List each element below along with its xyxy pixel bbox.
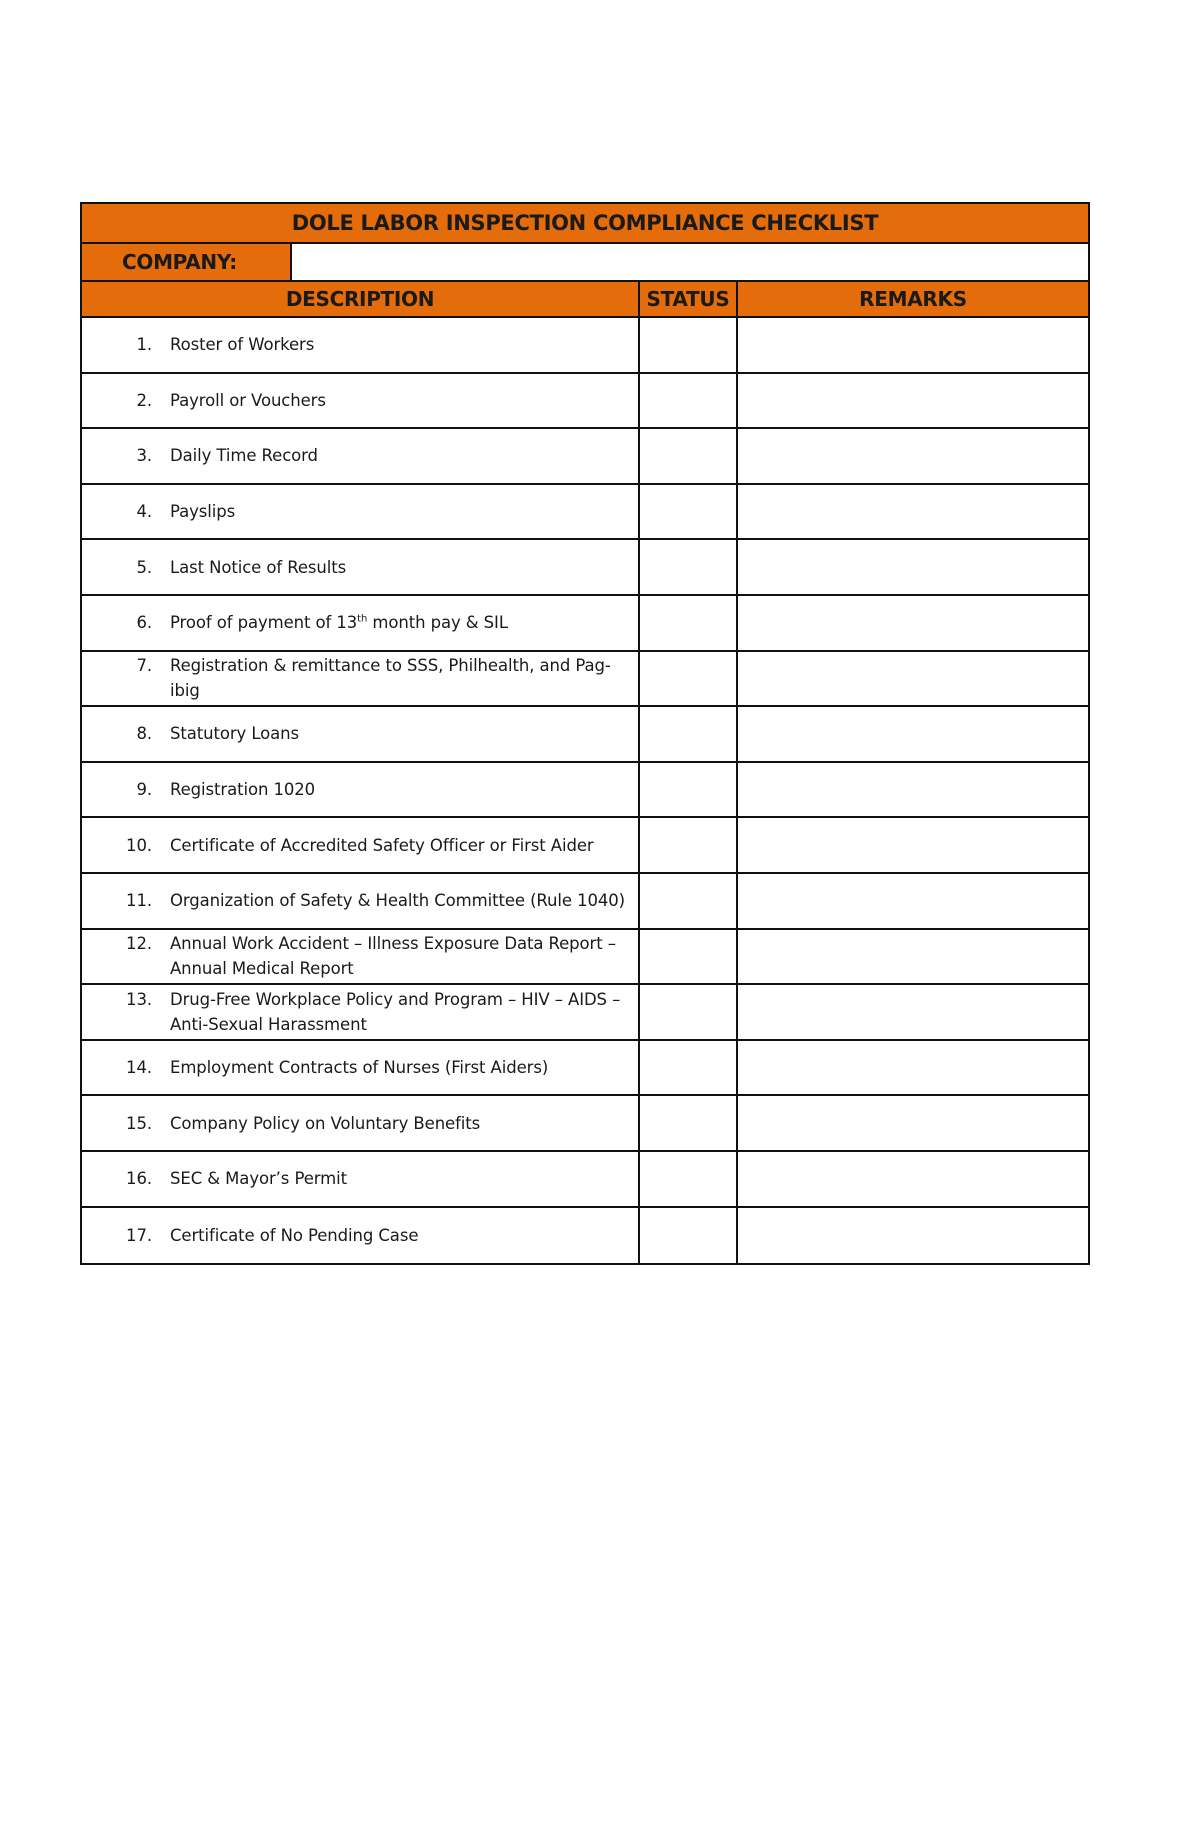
description-cell bbox=[82, 1041, 640, 1095]
item-text: Roster of Workers bbox=[170, 335, 315, 355]
item-text: Payroll or Vouchers bbox=[170, 390, 326, 410]
remarks-cell[interactable] bbox=[738, 652, 1088, 706]
item-text: Certificate of Accredited Safety Officer or First Aider bbox=[170, 835, 594, 855]
item-text: Company Policy on Voluntary Benefits bbox=[170, 1113, 481, 1133]
table-row bbox=[82, 763, 1088, 819]
description-cell bbox=[82, 930, 640, 984]
item-number: 13. bbox=[126, 989, 152, 1009]
item-number: 6. bbox=[136, 613, 152, 633]
status-cell[interactable] bbox=[640, 1208, 738, 1264]
item-text: Payslips bbox=[170, 502, 236, 522]
item-text: Daily Time Record bbox=[170, 446, 318, 466]
description-cell bbox=[82, 485, 640, 539]
table-row bbox=[82, 1152, 1088, 1208]
remarks-cell[interactable] bbox=[738, 1041, 1088, 1095]
remarks-header: REMARKS bbox=[859, 287, 967, 311]
description-cell bbox=[82, 763, 640, 817]
status-cell[interactable] bbox=[640, 318, 738, 372]
remarks-cell[interactable] bbox=[738, 874, 1088, 928]
status-cell[interactable] bbox=[640, 540, 738, 594]
remarks-cell[interactable] bbox=[738, 540, 1088, 594]
item-text: Last Notice of Results bbox=[170, 557, 347, 577]
item-number: 17. bbox=[126, 1225, 152, 1245]
remarks-cell[interactable] bbox=[738, 429, 1088, 483]
item-text: Organization of Safety & Health Committee (Rule 1040) bbox=[170, 891, 626, 911]
description-cell bbox=[82, 1208, 640, 1264]
remarks-cell[interactable] bbox=[738, 707, 1088, 761]
item-text: Statutory Loans bbox=[170, 724, 300, 744]
table-row bbox=[82, 374, 1088, 430]
remarks-cell[interactable] bbox=[738, 985, 1088, 1039]
description-cell bbox=[82, 707, 640, 761]
remarks-cell[interactable] bbox=[738, 374, 1088, 428]
item-number: 7. bbox=[136, 656, 152, 676]
remarks-cell[interactable] bbox=[738, 1096, 1088, 1150]
remarks-cell[interactable] bbox=[738, 485, 1088, 539]
description-cell bbox=[82, 1096, 640, 1150]
status-cell[interactable] bbox=[640, 818, 738, 872]
item-text: Registration & remittance to SSS, Philhealth, and Pag-ibig bbox=[170, 656, 611, 701]
status-cell[interactable] bbox=[640, 596, 738, 650]
status-cell[interactable] bbox=[640, 707, 738, 761]
company-row bbox=[82, 244, 1088, 282]
item-number: 16. bbox=[126, 1169, 152, 1189]
table-row bbox=[82, 930, 1088, 986]
remarks-cell[interactable] bbox=[738, 818, 1088, 872]
description-cell bbox=[82, 874, 640, 928]
item-number: 11. bbox=[126, 891, 152, 911]
status-cell[interactable] bbox=[640, 652, 738, 706]
description-header: DESCRIPTION bbox=[82, 282, 640, 316]
description-cell bbox=[82, 596, 640, 650]
status-cell[interactable] bbox=[640, 1096, 738, 1150]
checklist-title: DOLE LABOR INSPECTION COMPLIANCE CHECKLIST bbox=[82, 204, 1088, 244]
table-row bbox=[82, 818, 1088, 874]
description-cell bbox=[82, 1152, 640, 1206]
item-number: 12. bbox=[126, 934, 152, 954]
item-text: Registration 1020 bbox=[170, 780, 316, 800]
item-text: Annual Work Accident – Illness Exposure Data Report – Annual Medical Report bbox=[170, 934, 616, 979]
remarks-cell[interactable] bbox=[738, 318, 1088, 372]
table-row bbox=[82, 707, 1088, 763]
remarks-cell[interactable] bbox=[738, 763, 1088, 817]
description-cell bbox=[82, 985, 640, 1039]
checklist-table bbox=[80, 202, 1090, 1265]
item-number: 4. bbox=[136, 502, 152, 522]
status-cell[interactable] bbox=[640, 930, 738, 984]
item-number: 14. bbox=[126, 1058, 152, 1078]
item-number: 1. bbox=[136, 335, 152, 355]
item-text: Employment Contracts of Nurses (First Aiders) bbox=[170, 1058, 549, 1078]
remarks-cell[interactable] bbox=[738, 1152, 1088, 1206]
remarks-cell[interactable] bbox=[738, 596, 1088, 650]
table-row bbox=[82, 652, 1088, 708]
remarks-cell[interactable] bbox=[738, 1208, 1088, 1264]
table-row bbox=[82, 985, 1088, 1041]
description-cell bbox=[82, 540, 640, 594]
table-row bbox=[82, 1041, 1088, 1097]
table-row bbox=[82, 540, 1088, 596]
table-row bbox=[82, 874, 1088, 930]
item-number: 5. bbox=[136, 557, 152, 577]
item-number: 2. bbox=[136, 390, 152, 410]
status-cell[interactable] bbox=[640, 485, 738, 539]
status-header: STATUS bbox=[640, 282, 738, 316]
description-cell bbox=[82, 429, 640, 483]
company-label: COMPANY: bbox=[82, 244, 292, 280]
item-text: SEC & Mayor’s Permit bbox=[170, 1169, 347, 1189]
description-cell bbox=[82, 318, 640, 372]
table-row bbox=[82, 1208, 1088, 1264]
table-row bbox=[82, 596, 1088, 652]
status-cell[interactable] bbox=[640, 1152, 738, 1206]
status-cell[interactable] bbox=[640, 429, 738, 483]
table-row bbox=[82, 1096, 1088, 1152]
description-cell bbox=[82, 374, 640, 428]
item-number: 10. bbox=[126, 835, 152, 855]
table-row bbox=[82, 485, 1088, 541]
description-cell bbox=[82, 652, 640, 706]
status-cell[interactable] bbox=[640, 1041, 738, 1095]
company-field[interactable] bbox=[292, 244, 1088, 280]
status-cell[interactable] bbox=[640, 374, 738, 428]
item-number: 3. bbox=[136, 446, 152, 466]
description-cell bbox=[82, 818, 640, 872]
remarks-cell[interactable] bbox=[738, 930, 1088, 984]
status-cell[interactable] bbox=[640, 874, 738, 928]
status-cell[interactable] bbox=[640, 985, 738, 1039]
column-header-row bbox=[82, 282, 1088, 318]
table-row bbox=[82, 318, 1088, 374]
item-text: Proof of payment of 13th month pay & SIL bbox=[170, 613, 508, 633]
item-number: 15. bbox=[126, 1113, 152, 1133]
item-text: Drug-Free Workplace Policy and Program – HIV – AIDS – Anti-Sexual Harassment bbox=[170, 989, 621, 1034]
item-number: 9. bbox=[136, 780, 152, 800]
item-text: Certificate of No Pending Case bbox=[170, 1225, 419, 1245]
table-row bbox=[82, 429, 1088, 485]
status-cell[interactable] bbox=[640, 763, 738, 817]
item-number: 8. bbox=[136, 724, 152, 744]
